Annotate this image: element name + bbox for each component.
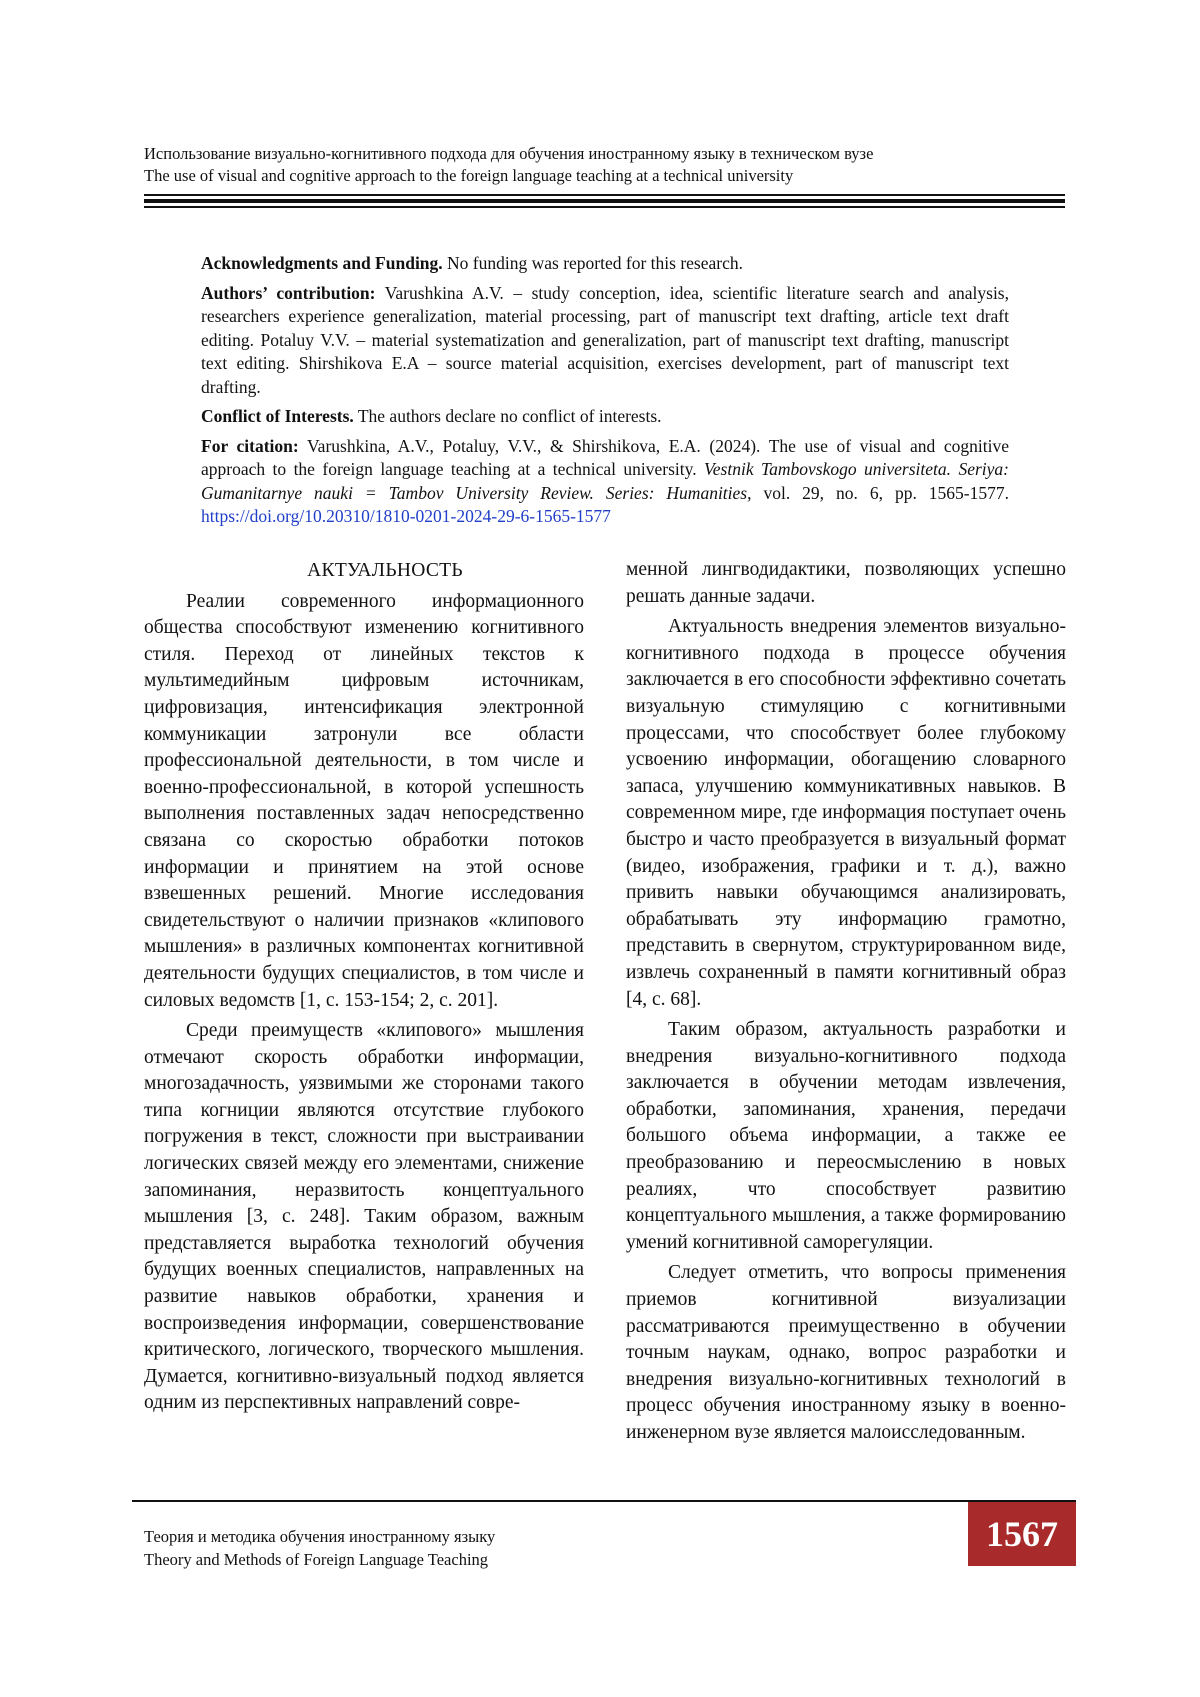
header-rule-thin-top <box>144 194 1065 196</box>
footer-rule <box>132 1500 1076 1502</box>
acknowledgments-label: Acknowledgments and Funding. <box>201 253 443 273</box>
authors-contribution-label: Authors’ contribution: <box>201 282 376 303</box>
citation <box>201 435 1009 529</box>
running-footer-en: Theory and Methods of Foreign Language Teaching <box>144 1550 489 1569</box>
conflict-label: Conflict of Interests. <box>201 406 354 426</box>
body-paragraph: Следует отметить, что вопросы применения приемов когнитивной визуализации рассматриваются преимущественно в обучении точным наукам, однако, вопрос разработки и внедрения визуально-когнитивных технологий в процесс обучения иностранному языку в военно-инженерном вузе является малоисследованным. <box>626 1262 1066 1443</box>
authors-contribution <box>201 282 1009 400</box>
citation-text: Varushkina, A.V., Potaluy, V.V., & Shirshikova, E.A. (2024). The use of visual and cognitive approach to the foreign language teaching at a technical university. <box>201 435 1009 479</box>
body-paragraph: Среди преимуществ «клипового» мышления отмечают скорость обработки информации, многозадачность, уязвимыми же сторонами такого типа когниции являются отсутствие глубокого погружения в текст, сложности при выстраивании логических связей между его элементами, снижение запоминания, неразвитость концептуального мышления [3, с. 248]. Таким образом, важным представляется выработка технологий обучения будущих военных специалистов, направленных на развитие навыков обработки, хранения и воспроизведения информации, совершенствование критического, логического, творческого мышления. Думается, когнитивно-визуальный подход является одним из перспективных направлений совре- <box>144 1020 584 1414</box>
header-rules <box>144 194 1065 208</box>
doi-link[interactable]: https://doi.org/10.20310/1810-0201-2024-29-6-1565-1577 <box>201 506 611 526</box>
acknowledgments <box>201 252 1009 276</box>
right-column <box>626 557 1066 1451</box>
body-paragraph: Реалии современного информационного общества способствуют изменению когнитивного стиля. Переход от линейных текстов к мультимедийным цифровым источникам, цифровизация, интенсификация электронной коммуникации затронули все области профессиональной деятельности, в том числе и военно-профессиональной, в которой успешность выполнения поставленных задач непосредственно связана со скоростью обработки потоков информации и принятием на этой основе взвешенных решений. Многие исследования свидетельствуют о наличии признаков «клипового мышления» в различных компонентах когнитивной деятельности будущих специалистов, в том числе и силовых ведомств [1, с. 153-154; 2, с. 201]. <box>144 590 584 1011</box>
body-paragraph-continued: менной лингводидактики, позволяющих успешно решать данные задачи. <box>626 559 1066 607</box>
running-head <box>144 143 1064 187</box>
body-paragraph: Таким образом, актуальность разработки и внедрения визуально-когнитивного подхода заключается в обучении методам извлечения, обработки, запоминания, хранения, передачи большого объема информации, а также ее преобразованию и переосмыслению в новых реалиях, что способствует развитию концептуального мышления, а также формированию умений когнитивной саморегуляции. <box>626 1019 1066 1253</box>
header-rule-thin-bottom <box>144 206 1065 208</box>
citation-journal: Vestnik Tambovskogo universiteta. Seriya: Gumanitarnye nauki = Tambov University Review. Series: Humanities <box>201 459 1009 503</box>
running-head-ru: Использование визуально-когнитивного подхода для обучения иностранному языку в техническом вузе <box>144 144 874 163</box>
citation-volume: , vol. 29, no. 6, pp. 1565-1577. <box>747 482 1009 503</box>
header-rule-thick <box>144 199 1065 203</box>
citation-label: For citation: <box>201 435 299 456</box>
conflict-text: The authors declare no conflict of interests. <box>353 406 662 426</box>
front-matter <box>201 252 1009 535</box>
running-footer <box>144 1525 495 1571</box>
acknowledgments-text: No funding was reported for this research. <box>442 253 743 273</box>
running-footer-ru: Теория и методика обучения иностранному языку <box>144 1527 496 1546</box>
conflict-of-interests <box>201 405 1009 429</box>
left-column <box>144 558 584 1421</box>
running-head-en: The use of visual and cognitive approach to the foreign language teaching at a technical university <box>144 166 794 185</box>
authors-contribution-text: Varushkina A.V. – study conception, idea, scientific literature search and analysis, researchers experience generalization, material processing, part of manuscript text drafting, article text draft editing. Potaluy V.V. – material systematization and generalization, part of manuscript text drafting, manuscript text editing. Shirshikova E.A – source material acquisition, exercises development, part of manuscript text drafting. <box>201 282 1009 397</box>
body-paragraph: Актуальность внедрения элементов визуально-когнитивного подхода в процессе обучения заключается в его способности эффективно сочетать визуальную стимуляцию с когнитивными процессами, что способствует более глубокому усвоению информации, обогащению словарного запаса, улучшению коммуникативных навыков. В современном мире, где информация поступает очень быстро и часто преобразуется в визуальный формат (видео, изображения, графики и т. д.), важно привить навыки обучающимся анализировать, обрабатывать эту информацию грамотно, представить в свернутом, структурированном виде, извлечь сохраненный в памяти когнитивный образ [4, с. 68]. <box>626 616 1066 1010</box>
section-title: АКТУАЛЬНОСТЬ <box>307 560 463 581</box>
page-number: 1567 <box>968 1502 1076 1566</box>
